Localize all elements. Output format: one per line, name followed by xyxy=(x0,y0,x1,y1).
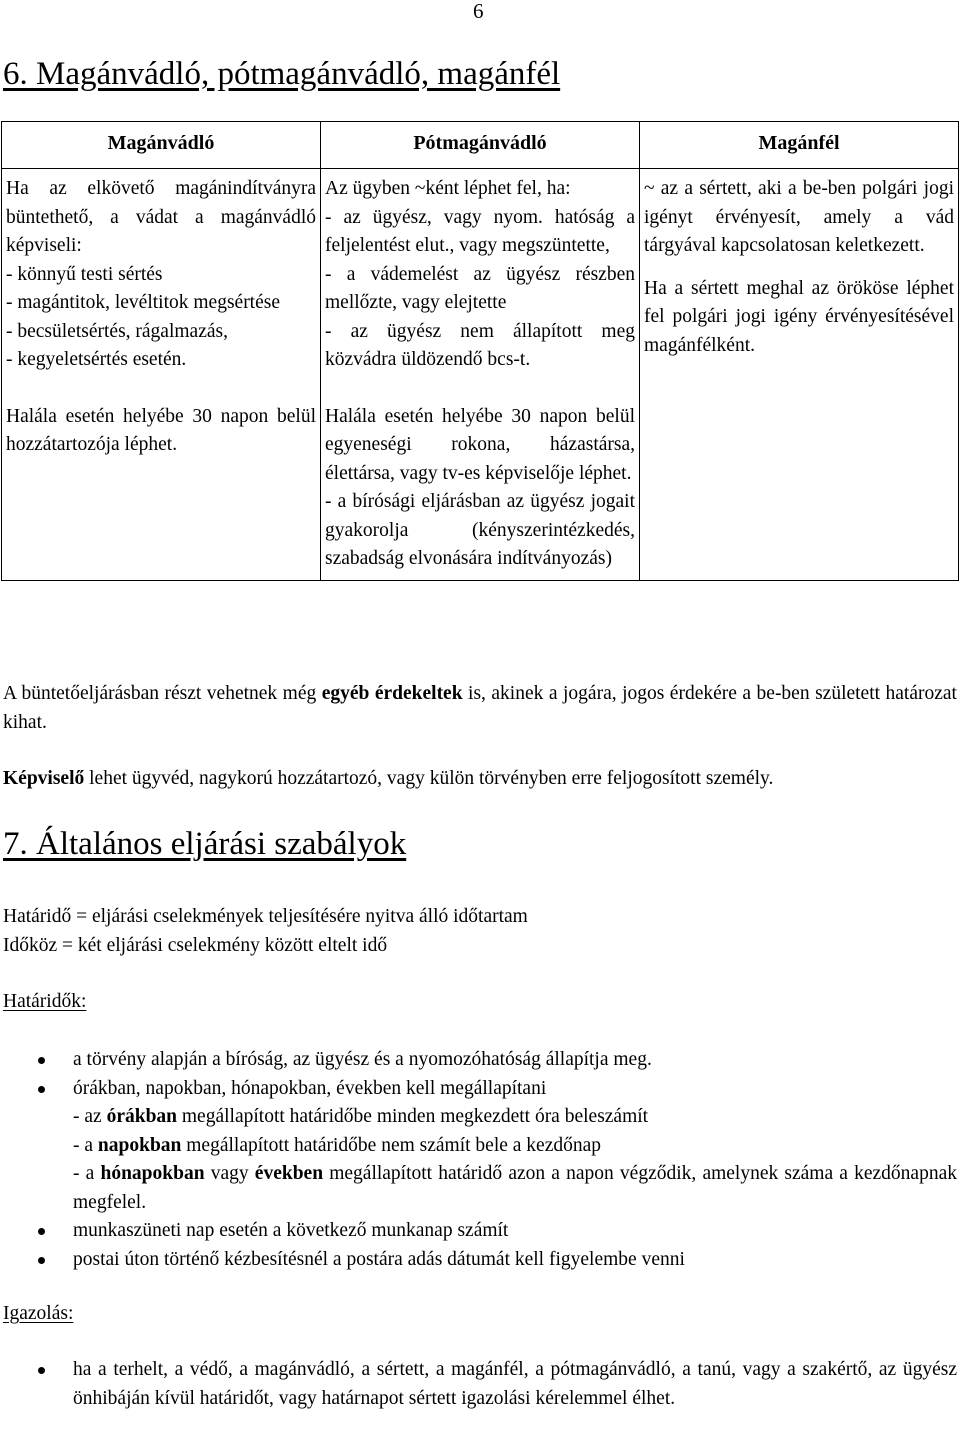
section-heading-6: 6. Magánvádló, pótmagánvádló, magánfél xyxy=(3,56,561,92)
list-item: a törvény alapján a bíróság, az ügyész és a nyomozóhatóság állapítja meg. xyxy=(3,1046,957,1075)
table-header-row xyxy=(2,122,959,169)
table-row xyxy=(2,169,959,581)
header-maganvadlo: Magánvádló xyxy=(2,122,321,169)
header-potmaganvadlo: Pótmagánvádló xyxy=(321,122,640,169)
cell-text: Halála esetén helyébe 30 napon belül hozzátartozója léphet. xyxy=(6,405,316,455)
hataridok-list xyxy=(3,1046,957,1274)
list-item: munkaszüneti nap esetén a következő munkanap számít xyxy=(3,1217,957,1246)
cell-text: - az ügyész nem állapított meg közvádra üldözendő bcs-t. xyxy=(325,320,635,370)
cell-maganfel xyxy=(640,169,959,581)
cell-text: Az ügyben ~ként léphet fel, ha: xyxy=(325,178,571,199)
paragraph-kepviselo: Képviselő lehet ügyvéd, nagykorú hozzátartozó, vagy külön törvényben erre feljogosított személy. xyxy=(3,768,774,789)
cell-text: - becsületsértés, rágalmazás, xyxy=(6,320,228,342)
cell-text: Ha az elkövető magánindítványra büntethető, a vádat a magánvádló képviseli: xyxy=(6,178,316,256)
header-maganfel: Magánfél xyxy=(640,122,959,169)
definition-idokoz: Időköz = két eljárási cselekmény között eltelt idő xyxy=(3,935,388,956)
cell-text: - könnyű testi sértés xyxy=(6,263,163,285)
subheading-igazolas: Igazolás: xyxy=(3,1303,74,1324)
list-item: ha a terhelt, a védő, a magánvádló, a sértett, a magánfél, a pótmagánvádló, a tanú, vagy a szakértő, az ügyész önhibáján kívül határidőt, vagy határnapot sértett igazolási kérelemmel élhet. xyxy=(3,1356,957,1413)
section-heading-7: 7. Általános eljárási szabályok xyxy=(3,826,407,862)
cell-text: Halála esetén helyébe 30 napon belül egyeneségi rokona, házastársa, élettársa, vagy tv-es képviselője léphet. xyxy=(325,405,635,484)
sub-item: - az órákban megállapított határidőbe minden megkezdett óra beleszámít xyxy=(73,1106,649,1127)
comparison-table xyxy=(1,121,959,581)
sub-item: - a hónapokban vagy években megállapított határidő azon a napon végződik, amelynek száma a kezdőnapnak megfelel. xyxy=(73,1163,957,1213)
cell-text: - a bírósági eljárásban az ügyész jogait gyakorolja (kényszerintézkedés, szabadság elvonására indítványozás) xyxy=(325,491,635,569)
sub-item: - a napokban megállapított határidőbe nem számít bele a kezdőnap xyxy=(73,1134,602,1156)
page-number: 6 xyxy=(473,0,484,23)
list-item: órákban, napokban, hónapokban, években kell megállapítani - az órákban megállapított határidőbe minden megkezdett óra beleszámít - a napokban megállapított határidőbe nem számít bele a kezdőnap - a hónapokban vagy években megállapított határidő azon a napon végződik, amelynek száma a kezdőnapnak megfelel. xyxy=(3,1075,957,1218)
paragraph-egyeb-erdekeltek: A büntetőeljárásban részt vehetnek még egyéb érdekeltek is, akinek a jogára, jogos érdekére a be-ben született határozat kihat. xyxy=(3,683,957,733)
cell-text: - a vádemelést az ügyész részben mellőzte, vagy elejtette xyxy=(325,263,635,313)
cell-maganvadlo xyxy=(2,169,321,581)
subheading-hataridok: Határidők: xyxy=(3,991,87,1012)
cell-text: - az ügyész, vagy nyom. hatóság a feljelentést elut., vagy megszüntette, xyxy=(325,206,635,256)
list-item: postai úton történő kézbesítésnél a postára adás dátumát kell figyelembe venni xyxy=(3,1246,957,1275)
cell-text: Ha a sértett meghal az örököse léphet fel polgári jogi igény érvényesítésével magánfélként. xyxy=(644,277,954,356)
cell-text: ~ az a sértett, aki a be-ben polgári jogi igényt érvényesít, amely a vád tárgyával kapcsolatosan keletkezett. xyxy=(644,178,954,256)
cell-text: - magántitok, levéltitok megsértése xyxy=(6,292,280,313)
definition-hatarido: Határidő = eljárási cselekmények teljesítésére nyitva álló időtartam xyxy=(3,906,528,927)
cell-text: - kegyeletsértés esetén. xyxy=(6,349,187,370)
cell-potmaganvadlo xyxy=(321,169,640,581)
igazolas-list xyxy=(3,1356,957,1413)
